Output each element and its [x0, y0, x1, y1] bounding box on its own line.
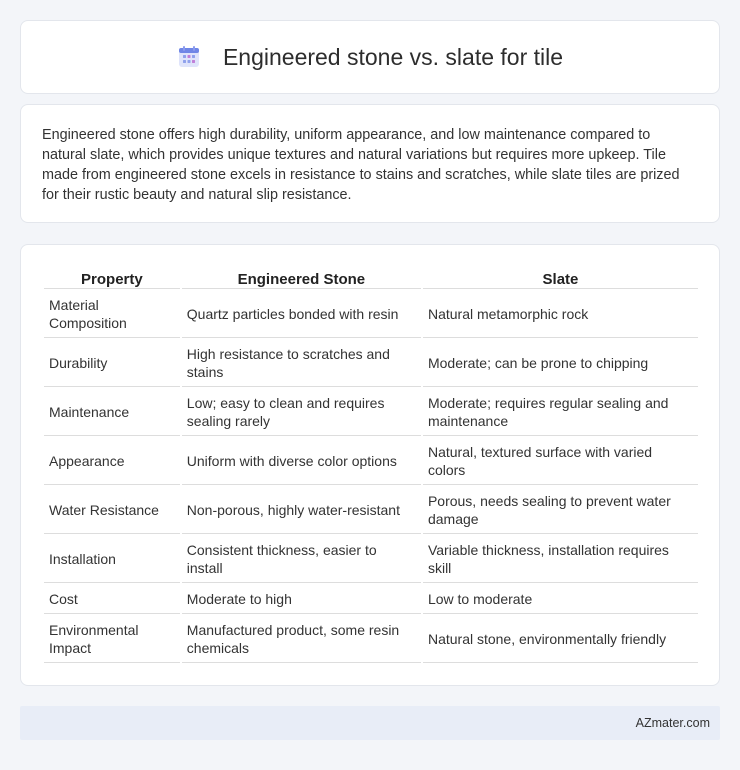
- slate-cell: Moderate; can be prone to chipping: [423, 340, 698, 387]
- table-row: [44, 291, 698, 338]
- slate-cell: Natural stone, environmentally friendly: [423, 616, 698, 663]
- property-cell: Durability: [44, 340, 180, 387]
- slate-cell: Natural metamorphic rock: [423, 291, 698, 338]
- slate-cell: Moderate; requires regular sealing and maintenance: [423, 389, 698, 436]
- property-cell: Appearance: [44, 438, 180, 485]
- table-row: [44, 340, 698, 387]
- property-cell: Maintenance: [44, 389, 180, 436]
- header-property: Property: [44, 267, 180, 289]
- table-row: [44, 585, 698, 614]
- table-row: [44, 389, 698, 436]
- footer: [20, 706, 720, 740]
- table-row: [44, 616, 698, 663]
- table-header-row: [44, 267, 698, 289]
- engineered-stone-cell: Manufactured product, some resin chemicals: [182, 616, 421, 663]
- comparison-table: [42, 265, 700, 665]
- property-cell: Material Composition: [44, 291, 180, 338]
- property-cell: Cost: [44, 585, 180, 614]
- property-cell: Environmental Impact: [44, 616, 180, 663]
- table-row: [44, 487, 698, 534]
- engineered-stone-cell: Low; easy to clean and requires sealing rarely: [182, 389, 421, 436]
- calendar-icon: [177, 45, 201, 69]
- slate-cell: Low to moderate: [423, 585, 698, 614]
- slate-cell: Porous, needs sealing to prevent water damage: [423, 487, 698, 534]
- engineered-stone-cell: Moderate to high: [182, 585, 421, 614]
- summary-text: Engineered stone offers high durability, uniform appearance, and low maintenance compared to natural slate, which provides unique textures and natural variations but requires more upkeep. Tile made from engineered stone excels in resistance to stains and scratches, while slate tiles are prized for their rustic beauty and natural slip resistance.: [42, 127, 680, 203]
- slate-cell: Natural, textured surface with varied colors: [423, 438, 698, 485]
- header-slate: Slate: [423, 267, 698, 289]
- engineered-stone-cell: Quartz particles bonded with resin: [182, 291, 421, 338]
- table-row: [44, 438, 698, 485]
- footer-brand: AZmater.com: [635, 716, 710, 730]
- title-card: [20, 20, 720, 94]
- engineered-stone-cell: High resistance to scratches and stains: [182, 340, 421, 387]
- engineered-stone-cell: Uniform with diverse color options: [182, 438, 421, 485]
- table-row: [44, 536, 698, 583]
- engineered-stone-cell: Non-porous, highly water-resistant: [182, 487, 421, 534]
- engineered-stone-cell: Consistent thickness, easier to install: [182, 536, 421, 583]
- page-title: Engineered stone vs. slate for tile: [222, 43, 564, 70]
- property-cell: Water Resistance: [44, 487, 180, 534]
- slate-cell: Variable thickness, installation requires skill: [423, 536, 698, 583]
- comparison-card: [20, 244, 720, 686]
- property-cell: Installation: [44, 536, 180, 583]
- header-engineered-stone: Engineered Stone: [182, 267, 421, 289]
- summary-card: [20, 104, 720, 223]
